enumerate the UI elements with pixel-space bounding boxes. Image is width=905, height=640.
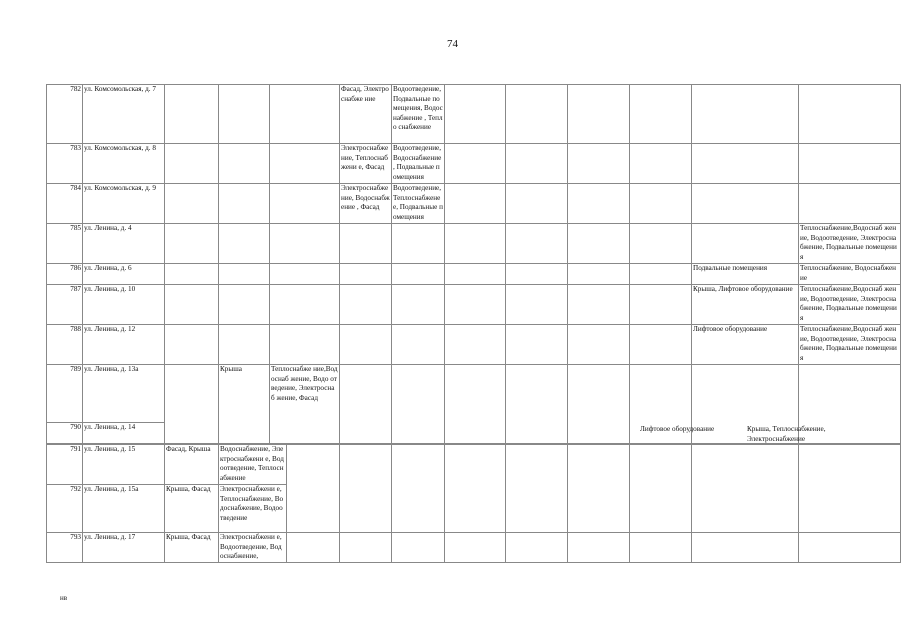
- empty-cell: [568, 144, 630, 184]
- work-type-cell: Теплоснабже ние,Водоснаб жение, Водо отведение, Электроснаб жение, Фасад: [270, 365, 340, 444]
- table-row: [47, 144, 901, 184]
- empty-cell: [445, 533, 506, 563]
- empty-cell: [340, 224, 392, 264]
- empty-cell: [340, 285, 392, 325]
- empty-cell: [506, 285, 568, 325]
- empty-cell: [630, 325, 692, 365]
- empty-cell: [165, 365, 219, 444]
- row-number: 792: [47, 485, 83, 533]
- work-type-cell: Водоотведение, Теплоснабжене е, Подвальные помещения: [392, 184, 445, 224]
- table-row: [47, 264, 901, 285]
- row-number: 787: [47, 285, 83, 325]
- work-type-cell: Теплоснабжение,Водоснаб жение, Водоотведение, Электроснабжение, Подвальные помещения: [799, 285, 901, 325]
- registry-table-lower: [46, 444, 901, 563]
- empty-cell: [799, 144, 901, 184]
- empty-cell: [219, 85, 270, 144]
- empty-cell: [799, 533, 901, 563]
- empty-cell: [506, 365, 568, 444]
- empty-cell: [568, 365, 630, 444]
- address-cell: ул. Ленина, д. 17: [83, 533, 165, 563]
- empty-cell: [568, 264, 630, 285]
- empty-cell: [219, 144, 270, 184]
- row-number: 786: [47, 264, 83, 285]
- empty-cell: [270, 85, 340, 144]
- empty-cell: [692, 224, 799, 264]
- work-type-cell: Крыша, Теплоснабжение, Электроснабжение: [747, 425, 826, 443]
- empty-cell: [219, 264, 270, 285]
- empty-cell: [165, 264, 219, 285]
- empty-cell: [392, 445, 445, 533]
- footer-mark: нв: [60, 594, 68, 602]
- address-cell: ул. Ленина, д. 15а: [83, 485, 165, 533]
- empty-cell: [340, 365, 392, 444]
- empty-cell: [270, 325, 340, 365]
- row-number: 791: [47, 445, 83, 485]
- empty-cell: [568, 85, 630, 144]
- work-type-cell: Фасад, Крыша: [165, 445, 219, 485]
- empty-cell: [340, 445, 392, 533]
- empty-cell: [165, 224, 219, 264]
- empty-cell: [630, 264, 692, 285]
- row-number: 783: [47, 144, 83, 184]
- work-type-cell: Электроснабжени е, Водоотведение, Водоснабжение,: [219, 533, 287, 563]
- row-number: 784: [47, 184, 83, 224]
- empty-cell: [445, 224, 506, 264]
- empty-cell: [506, 144, 568, 184]
- empty-cell: [692, 445, 799, 533]
- work-type-cell: Водоотведение, Подвальные помещения, Водоснабжение , Тепло снабжение: [392, 85, 445, 144]
- empty-cell: [506, 184, 568, 224]
- empty-cell: [630, 285, 692, 325]
- empty-cell: [506, 224, 568, 264]
- table-row: [47, 365, 901, 423]
- table-row: [47, 285, 901, 325]
- empty-cell: [287, 445, 340, 533]
- row-number: 789: [47, 365, 83, 423]
- table-row: [47, 533, 901, 563]
- row-number: 790: [47, 423, 83, 444]
- work-type-cell: Лифтовое оборудование: [692, 325, 799, 365]
- empty-cell: [219, 224, 270, 264]
- row-number: 785: [47, 224, 83, 264]
- empty-cell: [506, 325, 568, 365]
- empty-cell: [445, 184, 506, 224]
- empty-cell: [506, 264, 568, 285]
- row-number: 793: [47, 533, 83, 563]
- work-type-cell: Крыша, Лифтовое оборудование: [692, 285, 799, 325]
- work-type-cell: Фасад, Электроснабже ние: [340, 85, 392, 144]
- work-type-cell: Водоснабжение, Электроснабжени е, Водоотведение, Теплоснабжение: [219, 445, 287, 485]
- empty-cell: [445, 144, 506, 184]
- empty-cell: [445, 85, 506, 144]
- empty-cell: [506, 445, 568, 533]
- empty-cell: [445, 445, 506, 533]
- empty-cell: [445, 365, 506, 444]
- empty-cell: [692, 85, 799, 144]
- empty-cell: [287, 533, 340, 563]
- address-cell: ул. Ленина, д. 4: [83, 224, 165, 264]
- row-790-trailing: [638, 425, 847, 445]
- address-cell: ул. Комсомольская, д. 8: [83, 144, 165, 184]
- empty-cell: [270, 184, 340, 224]
- empty-cell: [392, 533, 445, 563]
- empty-cell: [630, 533, 692, 563]
- registry-table: [46, 84, 901, 444]
- empty-cell: [270, 144, 340, 184]
- table-row: [47, 325, 901, 365]
- work-type-cell: Подвальные помещения: [692, 264, 799, 285]
- table-row: [47, 224, 901, 264]
- empty-cell: [165, 85, 219, 144]
- work-type-cell: Крыша: [219, 365, 270, 444]
- empty-cell: [219, 285, 270, 325]
- empty-cell: [630, 85, 692, 144]
- empty-cell: [165, 184, 219, 224]
- address-cell: ул. Ленина, д. 12: [83, 325, 165, 365]
- address-cell: ул. Ленина, д. 10: [83, 285, 165, 325]
- empty-cell: [506, 85, 568, 144]
- empty-cell: [630, 224, 692, 264]
- empty-cell: [799, 184, 901, 224]
- empty-cell: [219, 325, 270, 365]
- table-row: [47, 445, 901, 485]
- work-type-cell: Водоотведение, Водоснабжение , Подвальные помещения: [392, 144, 445, 184]
- empty-cell: [392, 325, 445, 365]
- empty-cell: [340, 325, 392, 365]
- empty-cell: [165, 144, 219, 184]
- empty-cell: [219, 184, 270, 224]
- work-type-cell: Крыша, Фасад: [165, 485, 219, 533]
- empty-cell: [692, 533, 799, 563]
- empty-cell: [165, 285, 219, 325]
- empty-cell: [506, 533, 568, 563]
- empty-cell: [270, 224, 340, 264]
- address-cell: ул. Ленина, д. 13а: [83, 365, 165, 423]
- work-type-cell: Крыша, Фасад: [165, 533, 219, 563]
- empty-cell: [392, 365, 445, 444]
- empty-cell: [392, 224, 445, 264]
- empty-cell: [630, 144, 692, 184]
- address-cell: ул. Комсомольская, д. 9: [83, 184, 165, 224]
- address-cell: ул. Ленина, д. 6: [83, 264, 165, 285]
- empty-cell: [630, 445, 692, 533]
- empty-cell: [568, 325, 630, 365]
- row-number: 782: [47, 85, 83, 144]
- table-row: [47, 184, 901, 224]
- empty-cell: [392, 285, 445, 325]
- empty-cell: [340, 533, 392, 563]
- work-type-cell: Электроснабже ние, Теплоснабжени е, Фасад: [340, 144, 392, 184]
- empty-cell: [568, 184, 630, 224]
- work-type-cell: Теплоснабжение,Водоснаб жение, Водоотведение, Электроснабжение, Подвальные помещения: [799, 325, 901, 365]
- row-number: 788: [47, 325, 83, 365]
- address-cell: ул. Ленина, д. 14: [83, 423, 165, 444]
- empty-cell: [165, 325, 219, 365]
- empty-cell: [692, 184, 799, 224]
- empty-cell: [799, 445, 901, 533]
- work-type-cell: Теплоснабжение, Водоснабжение: [799, 264, 901, 285]
- empty-cell: [799, 85, 901, 144]
- empty-cell: [568, 533, 630, 563]
- work-type-cell: Лифтовое оборудование: [640, 425, 715, 433]
- page-number: 74: [447, 38, 458, 50]
- empty-cell: [568, 224, 630, 264]
- address-cell: ул. Ленина, д. 15: [83, 445, 165, 485]
- empty-cell: [445, 264, 506, 285]
- empty-cell: [445, 285, 506, 325]
- work-type-cell: Электроснабжени е, Теплоснабжение, Водоснабжение, Водоотведение: [219, 485, 287, 533]
- empty-cell: [692, 144, 799, 184]
- empty-cell: [340, 264, 392, 285]
- empty-cell: [630, 184, 692, 224]
- empty-cell: [392, 264, 445, 285]
- work-type-cell: Теплоснабжение,Водоснаб жение, Водоотведение, Электроснабжение, Подвальные помещения: [799, 224, 901, 264]
- work-type-cell: Электроснабже ние, Водоснабжение , Фасад: [340, 184, 392, 224]
- table-row: [47, 85, 901, 144]
- address-cell: ул. Комсомольская, д. 7: [83, 85, 165, 144]
- empty-cell: [568, 445, 630, 533]
- empty-cell: [445, 325, 506, 365]
- empty-cell: [568, 285, 630, 325]
- empty-cell: [270, 285, 340, 325]
- empty-cell: [270, 264, 340, 285]
